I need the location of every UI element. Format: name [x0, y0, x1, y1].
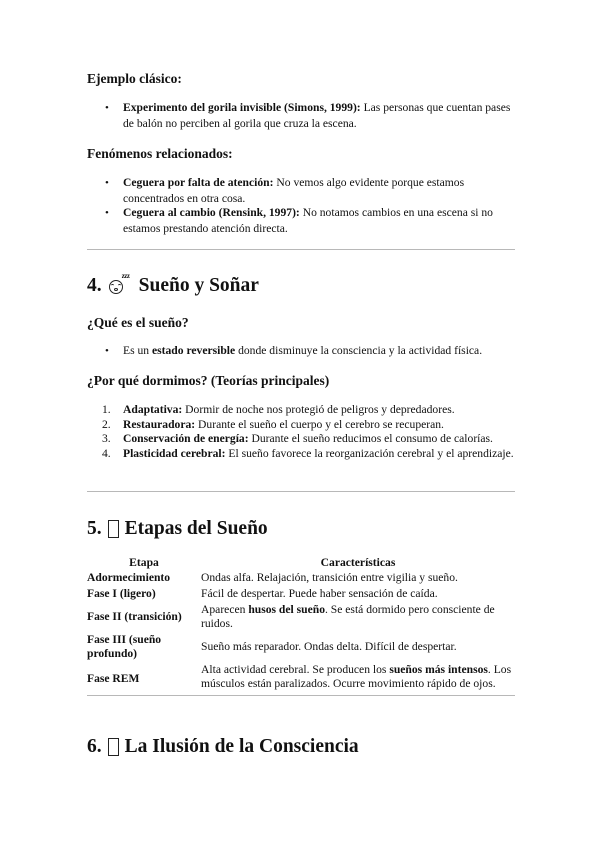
item-bold: Restauradora: [123, 418, 196, 431]
numbered-item [87, 431, 515, 447]
table-row [87, 570, 515, 586]
description-cell: Alta actividad cerebral. Se producen los sueños más intensos. Los músculos están paralizados. Ocurre movimiento rápido de ojos. [201, 663, 512, 690]
item-bold: Conservación de energía: [123, 432, 249, 445]
table-row [87, 632, 515, 662]
section-title: La Ilusión de la Consciencia [124, 736, 359, 757]
stage-cell: Fase III (sueño profundo) [87, 633, 162, 660]
list-item [87, 343, 515, 359]
item-text: Dormir de noche nos protegió de peligros y depredadores. [182, 403, 455, 416]
section-number: 4. [87, 275, 102, 296]
section-title: Sueño y Soñar [138, 275, 259, 296]
item-number: 3. [102, 432, 111, 445]
description-cell: Sueño más reparador. Ondas delta. Difícil de despertar. [201, 640, 457, 653]
list-item [87, 205, 515, 237]
numbered-item [87, 446, 515, 462]
sleep-stages-table [87, 556, 515, 696]
section-divider [87, 249, 515, 250]
item-text: No notamos cambios en una escena si no estamos prestando atención directa. [123, 206, 493, 235]
item-text: El sueño favorece la reorganización cerebral y el aprendizaje. [225, 447, 514, 460]
item-bold: Experimento del gorila invisible (Simons, 1999): [123, 101, 361, 114]
bullet-icon: • [105, 207, 109, 219]
missing-glyph-box-icon [108, 738, 119, 756]
sleeping-face-icon: zzz [107, 275, 135, 297]
bullet-icon: • [105, 177, 109, 189]
section-5-heading [87, 518, 268, 540]
item-text: Es un [123, 344, 152, 357]
item-bold: estado reversible [151, 344, 236, 357]
list-item [87, 100, 515, 132]
section-4-heading [87, 272, 259, 297]
description-cell: Aparecen husos del sueño. Se está dormido pero consciente de ruidos. [201, 603, 495, 630]
what-is-sleep-heading: ¿Qué es el sueño? [87, 315, 189, 330]
item-text: Durante el sueño reducimos el consumo de calorías. [248, 432, 493, 445]
item-bold: Adaptativa: [123, 403, 183, 416]
section-title: Etapas del Sueño [124, 518, 268, 539]
item-number: 2. [102, 418, 111, 431]
table-row [87, 662, 515, 696]
column-header: Características [320, 556, 396, 569]
stage-cell: Fase REM [87, 671, 140, 685]
item-text: Las personas que cuentan pases de balón no perciben al gorila que cruza la escena. [123, 101, 511, 130]
item-text: Durante el sueño el cuerpo y el cerebro se recuperan. [195, 418, 444, 431]
item-number: 1. [102, 403, 111, 416]
missing-glyph-box-icon [108, 520, 119, 538]
description-cell: Fácil de despertar. Puede haber sensación de caída. [201, 587, 438, 600]
table-row [87, 586, 515, 602]
numbered-item [87, 402, 515, 418]
why-sleep-heading: ¿Por qué dormimos? (Teorías principales) [87, 373, 330, 388]
bullet-icon: • [105, 345, 109, 357]
example-heading: Ejemplo clásico: [87, 71, 182, 86]
table-row [87, 602, 515, 632]
section-number: 5. [87, 518, 102, 539]
column-header: Etapa [129, 556, 159, 569]
section-number: 6. [87, 736, 102, 757]
item-text: donde disminuye la consciencia y la actividad física. [235, 344, 483, 357]
item-bold: Ceguera al cambio (Rensink, 1997): [123, 206, 300, 219]
stage-cell: Fase II (transición) [87, 610, 182, 623]
related-heading: Fenómenos relacionados: [87, 146, 233, 161]
item-bold: Plasticidad cerebral: [123, 447, 226, 460]
section-divider [87, 491, 515, 492]
item-text: No vemos algo evidente porque estamos concentrados en otra cosa. [123, 176, 465, 205]
description-cell: Ondas alfa. Relajación, transición entre vigilia y sueño. [201, 571, 458, 584]
bullet-icon: • [105, 102, 109, 114]
stage-cell: Adormecimiento [87, 571, 171, 584]
stage-cell: Fase I (ligero) [87, 587, 156, 600]
section-6-heading [87, 736, 359, 758]
list-item [87, 175, 515, 207]
item-bold: Ceguera por falta de atención: [123, 176, 274, 189]
item-number: 4. [102, 447, 111, 460]
